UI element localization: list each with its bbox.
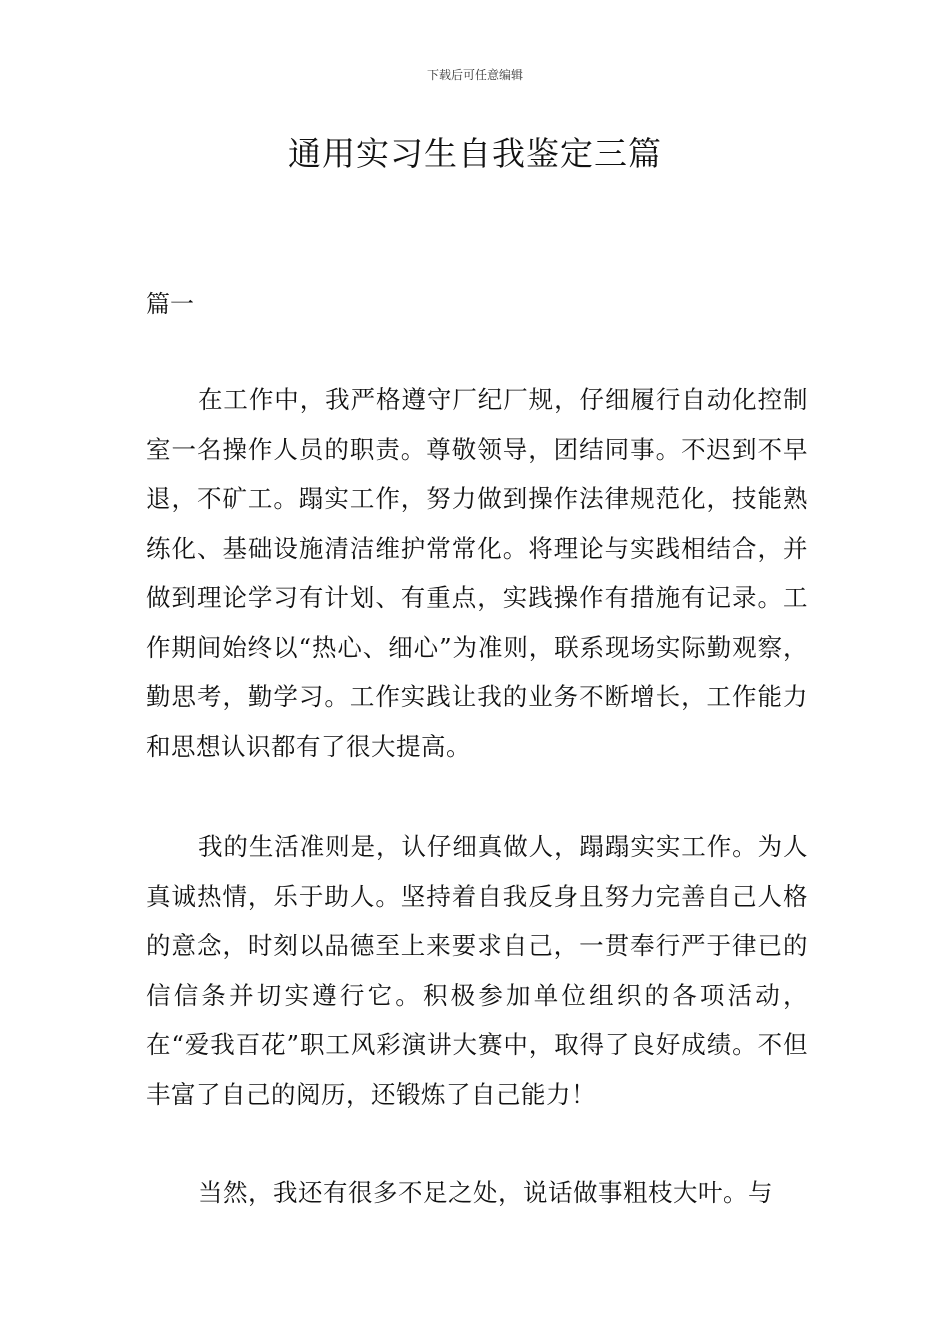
- section-heading: 篇一: [146, 290, 194, 318]
- paragraph: 我的生活准则是，认仔细真做人，蹋蹋实实工作。为人真诚热情，乐于助人。坚持着自我反身且努力完善自己人格的意念，时刻以品德至上来要求自己，一贯奉行严于律已的信信条并切实遵行它。积极参加单位组织的各项活动，在“爱我百花”职工风彩演讲大赛中，取得了良好成绩。不但丰富了自己的阅历，还锻炼了自己能力！: [146, 832, 808, 1109]
- paragraph: 在工作中，我严格遵守厂纪厂规，仔细履行自动化控制室一名操作人员的职责。尊敬领导，团结同事。不迟到不早退，不矿工。蹋实工作，努力做到操作法律规范化，技能熟练化、基础设施清洁维护常常化。将理论与实践相结合，并做到理论学习有计划、有重点，实践操作有措施有记录。工作期间始终以“热心、细心”为准则，联系现场实际勤观察，勤思考，勤学习。工作实践让我的业务不断增长，工作能力和思想认识都有了很大提高。: [146, 385, 808, 761]
- paragraph: 当然，我还有很多不足之处，说话做事粗枝大叶。与: [198, 1178, 773, 1207]
- document-title: 通用实习生自我鉴定三篇: [288, 134, 662, 173]
- header-note: 下载后可任意编辑: [426, 68, 523, 82]
